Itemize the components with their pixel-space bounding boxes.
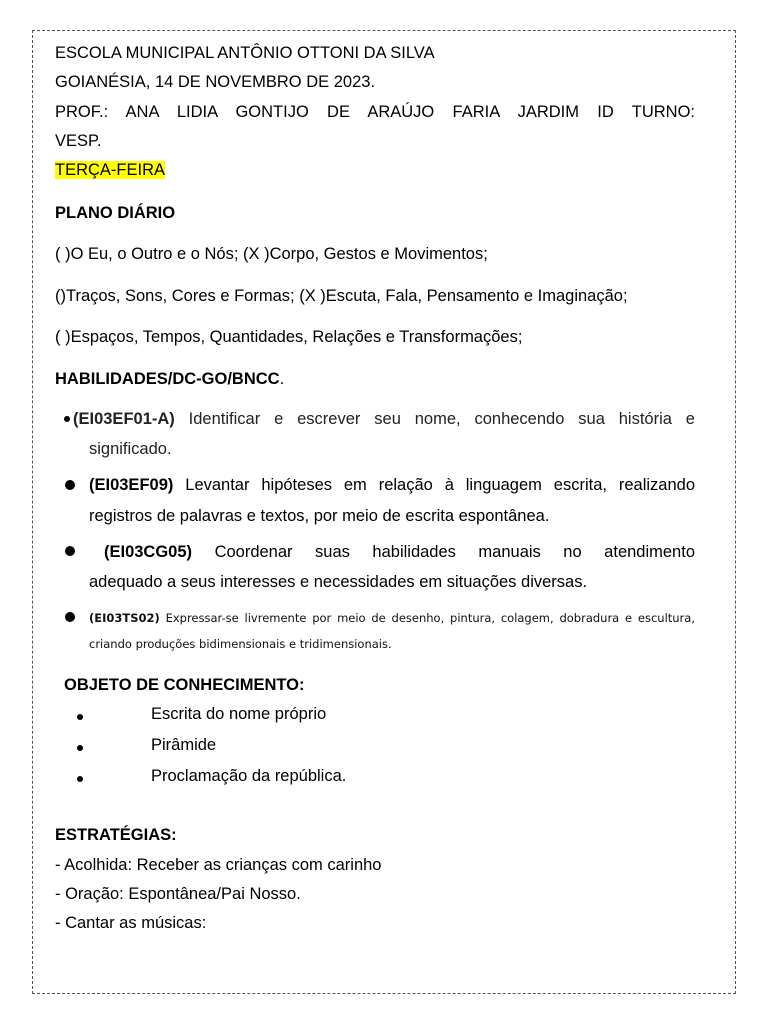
- skill-2-line-2: registros de palavras e textos, por meio de escrita espontânea.: [89, 507, 550, 525]
- school-name: ESCOLA MUNICIPAL ANTÔNIO OTTONI DA SILVA: [55, 44, 435, 62]
- bullet-icon: [77, 776, 83, 782]
- skill-3-line-1: [104, 541, 695, 563]
- strategy-item-1: - Acolhida: Receber as crianças com carinho: [55, 856, 382, 874]
- skill-4-line-2: criando produções bidimensionais e tridimensionais.: [89, 637, 392, 651]
- skill-2-code: (EI03EF09): [89, 476, 174, 494]
- weekday-highlight: TERÇA-FEIRA: [55, 161, 166, 179]
- skills-title-suffix: .: [279, 370, 285, 388]
- strategies-title: ESTRATÉGIAS:: [55, 826, 177, 844]
- skill-1-line-2: significado.: [89, 440, 172, 458]
- skill-4-line-1: [89, 607, 695, 629]
- skill-1-line-1: [73, 408, 695, 430]
- skill-4-code: (EI03TS02): [89, 611, 160, 625]
- date-line: GOIANÉSIA, 14 DE NOVEMBRO DE 2023.: [55, 73, 376, 91]
- skill-3-code: (EI03CG05): [104, 543, 193, 561]
- strategy-item-3: - Cantar as músicas:: [55, 914, 207, 932]
- bullet-icon: [65, 480, 75, 490]
- strategy-item-2: - Oração: Espontânea/Pai Nosso.: [55, 885, 301, 903]
- skill-1-text: Identificar e escrever seu nome, conhecendo sua história e: [174, 410, 695, 428]
- plan-title: PLANO DIÁRIO: [55, 204, 176, 222]
- skill-2-text: Levantar hipóteses em relação à linguagem escrita, realizando: [173, 476, 695, 494]
- shift-line: VESP.: [55, 132, 102, 150]
- plan-field-3: ( )Espaços, Tempos, Quantidades, Relações e Transformações;: [55, 328, 523, 346]
- bullet-icon: [77, 714, 83, 720]
- skill-1-code: (EI03EF01-A): [73, 410, 175, 428]
- bullet-icon: [65, 546, 75, 556]
- bullet-icon: [65, 612, 75, 622]
- knowledge-item-3: Proclamação da república.: [151, 767, 347, 785]
- skills-title-text: HABILIDADES/DC-GO/BNCC: [55, 370, 280, 388]
- skills-title: [55, 368, 695, 390]
- skill-3-line-2: adequado a seus interesses e necessidades em situações diversas.: [89, 573, 588, 591]
- bullet-icon: [64, 416, 70, 422]
- skill-4-text: Expressar-se livremente por meio de desenho, pintura, colagem, dobradura e escultura,: [159, 611, 695, 625]
- weekday-line: [55, 159, 695, 181]
- knowledge-item-2: Pirâmide: [151, 736, 217, 754]
- knowledge-title: OBJETO DE CONHECIMENTO:: [64, 676, 305, 694]
- skill-3-text: Coordenar suas habilidades manuais no atendimento: [192, 543, 695, 561]
- plan-field-2: ()Traços, Sons, Cores e Formas; (X )Escuta, Fala, Pensamento e Imaginação;: [55, 287, 628, 305]
- teacher-line: PROF.: ANA LIDIA GONTIJO DE ARAÚJO FARIA JARDIM ID TURNO:: [55, 103, 695, 121]
- bullet-icon: [77, 745, 83, 751]
- plan-field-1: ( )O Eu, o Outro e o Nós; (X )Corpo, Gestos e Movimentos;: [55, 245, 488, 263]
- skill-2-line-1: [89, 474, 695, 496]
- knowledge-item-1: Escrita do nome próprio: [151, 705, 327, 723]
